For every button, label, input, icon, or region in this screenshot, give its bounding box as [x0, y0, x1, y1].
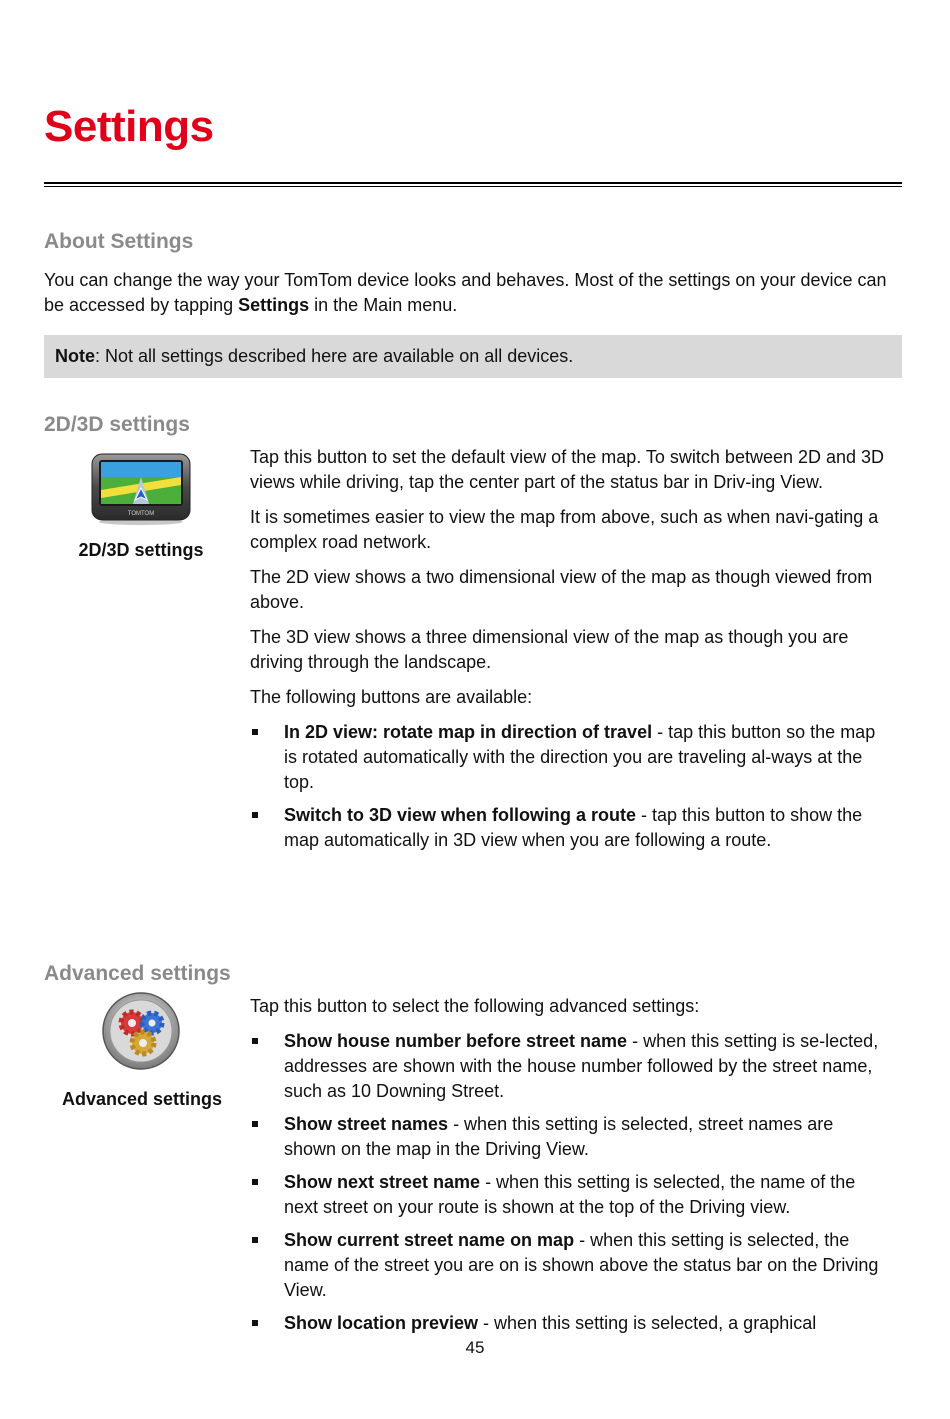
- bullet-icon: [252, 729, 258, 735]
- advanced-settings-heading: Advanced settings: [44, 962, 231, 985]
- settings-2d3d-options-list: [250, 720, 890, 853]
- paragraph: It is sometimes easier to view the map from above, such as when navi-gating a complex road network.: [250, 507, 879, 552]
- paragraph: The 2D view shows a two dimensional view of the map as though viewed from above.: [250, 567, 873, 612]
- list-item: Switch to 3D view when following a route - tap this button to show the map automatically in 3D view when you are following a route.: [250, 803, 890, 853]
- about-settings-text: You can change the way your TomTom device looks and behaves. Most of the settings on your device can be accessed by tapping Settings in the Main menu.: [44, 270, 887, 315]
- bullet-icon: [252, 812, 258, 818]
- about-settings-heading: About Settings: [44, 230, 194, 253]
- list-item: In 2D view: rotate map in direction of travel - tap this button so the map is rotated automatically with the direction you are traveling al-ways at the top.: [250, 720, 890, 795]
- tomtom-device-map-icon[interactable]: [90, 452, 192, 531]
- page-number: 45: [465, 1338, 485, 1357]
- settings-2d3d-heading: 2D/3D settings: [44, 413, 190, 436]
- note-text: : Not all settings described here are available on all devices.: [95, 346, 574, 366]
- bullet-icon: [252, 1179, 258, 1185]
- paragraph: Tap this button to select the following advanced settings:: [250, 996, 700, 1016]
- note-label: Note: [55, 346, 95, 366]
- device-brand-text: TOMTOM: [127, 511, 155, 517]
- list-item: Show house number before street name - when this setting is se-lected, addresses are shown with the house number followed by the street name, such as 10 Downing Street.: [250, 1029, 890, 1104]
- bullet-icon: [252, 1121, 258, 1127]
- paragraph: The 3D view shows a three dimensional view of the map as though you are driving through the landscape.: [250, 627, 849, 672]
- page-title: Settings: [44, 102, 214, 151]
- bullet-icon: [252, 1320, 258, 1326]
- title-rule-bottom: [44, 186, 902, 187]
- paragraph: The following buttons are available:: [250, 687, 533, 707]
- gears-icon[interactable]: [101, 991, 181, 1076]
- note-box: [44, 335, 902, 378]
- list-item: Show location preview - when this setting is selected, a graphical: [250, 1311, 890, 1336]
- list-item: Show next street name - when this setting is selected, the name of the next street on your route is shown at the top of the Driving view.: [250, 1170, 890, 1220]
- advanced-settings-caption: Advanced settings: [61, 1089, 223, 1109]
- bullet-icon: [252, 1237, 258, 1243]
- bullet-icon: [252, 1038, 258, 1044]
- paragraph: Tap this button to set the default view of the map. To switch between 2D and 3D views while driving, tap the center part of the status bar in Driv-ing View.: [250, 447, 885, 492]
- advanced-options-list: [250, 1029, 890, 1336]
- advanced-settings-description: [250, 994, 890, 1344]
- list-item: Show street names - when this setting is selected, street names are shown on the map in the Driving View.: [250, 1112, 890, 1162]
- settings-2d3d-caption: 2D/3D settings: [78, 540, 204, 560]
- title-rule-top: [44, 182, 902, 184]
- list-item: Show current street name on map - when this setting is selected, the name of the street you are on is shown above the status bar on the Driving View.: [250, 1228, 890, 1303]
- settings-2d3d-description: [250, 445, 890, 861]
